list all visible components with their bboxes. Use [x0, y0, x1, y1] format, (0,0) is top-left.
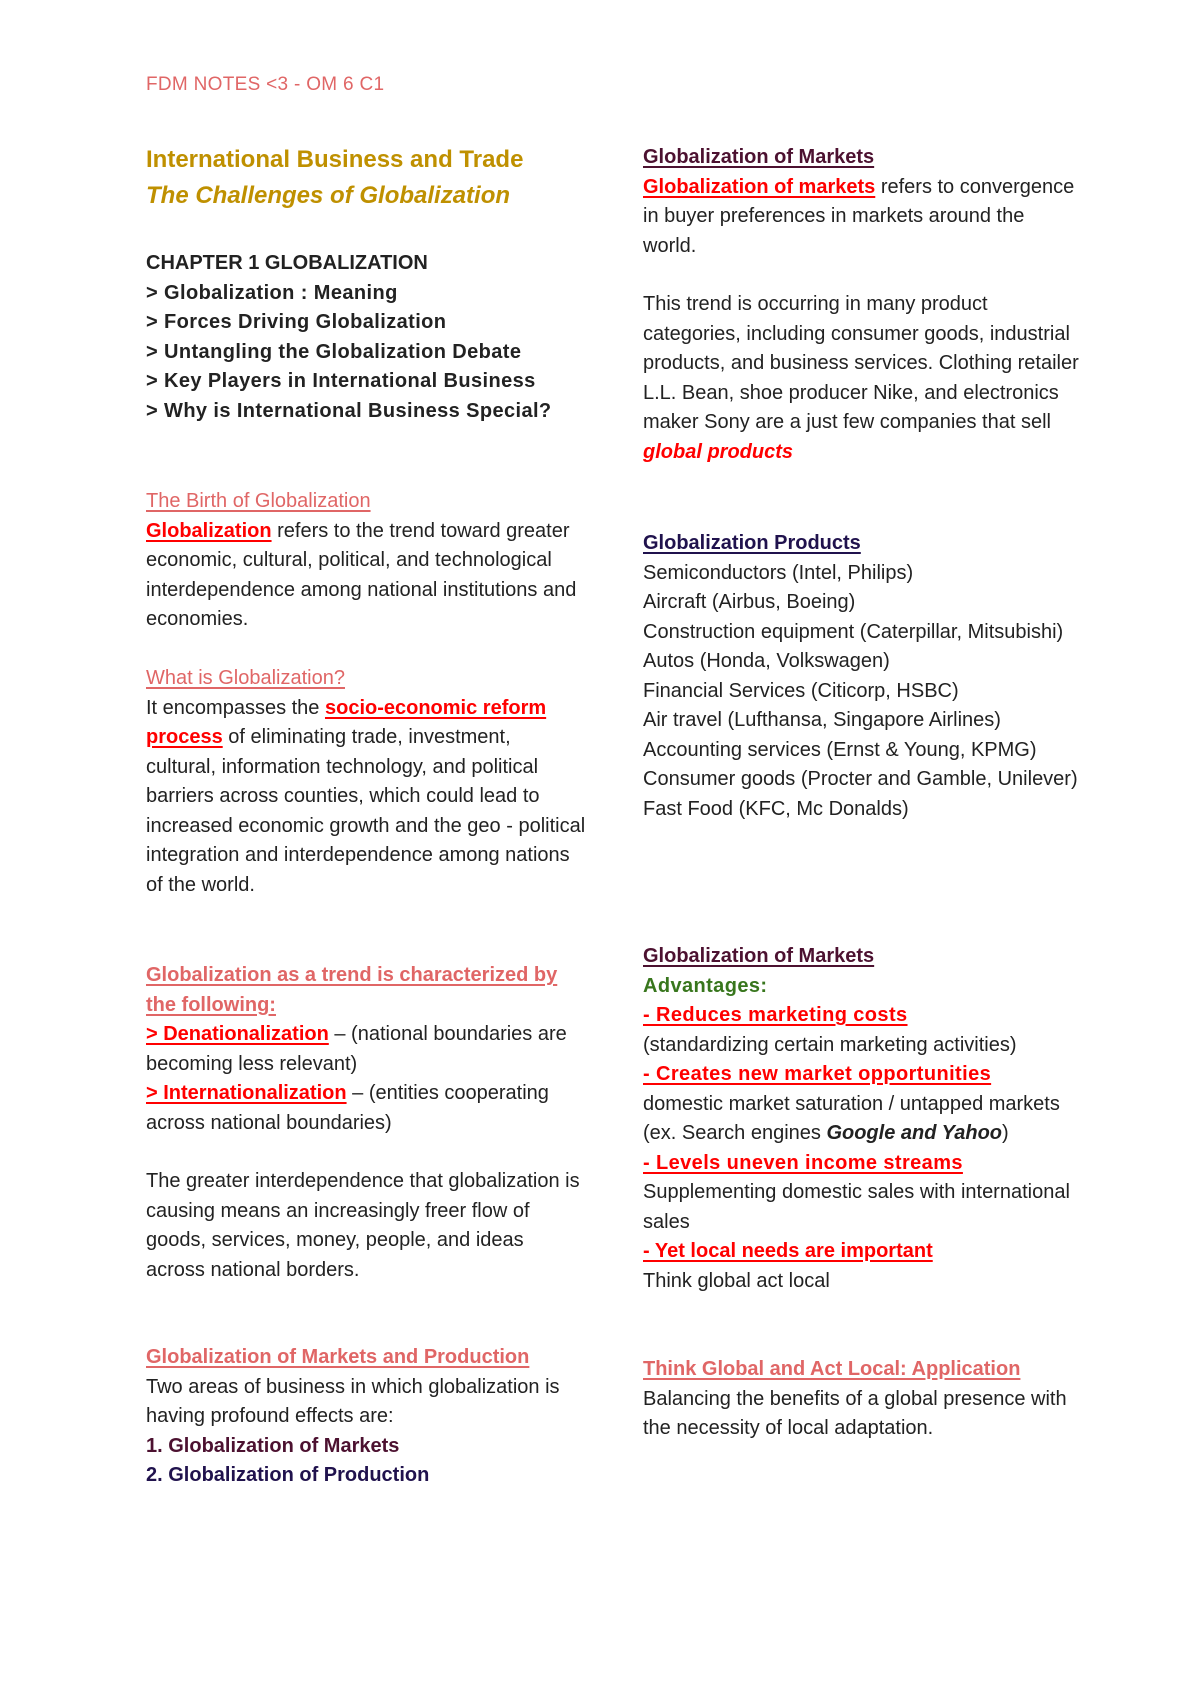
- brand-names: Google and Yahoo: [826, 1122, 1003, 1144]
- list-item: Fast Food (KFC, Mc Donalds): [643, 797, 909, 820]
- term: Globalization of markets: [643, 175, 876, 198]
- trend-section: [146, 961, 586, 1138]
- paragraph: Two areas of business in which globalization is having profound effects are:: [146, 1375, 560, 1427]
- list-item: 1. Globalization of Markets: [146, 1434, 400, 1457]
- advantages-label: Advantages:: [643, 974, 768, 997]
- interdependence-paragraph: The greater interdependence that globalization is causing means an increasingly freer flow of goods, services, money, people, and ideas across national borders.: [146, 1170, 580, 1281]
- title-block: [146, 142, 586, 214]
- term: socio-economic reform process: [146, 696, 547, 748]
- document-subtitle: The Challenges of Globalization: [146, 182, 511, 209]
- document-title: International Business and Trade: [146, 146, 524, 173]
- chapter-heading: CHAPTER 1 GLOBALIZATION: [146, 252, 428, 274]
- section-heading: What is Globalization?: [146, 667, 345, 689]
- section-heading: Globalization of Markets and Production: [146, 1346, 530, 1368]
- trend-paragraph: This trend is occurring in many product categories, including consumer goods, industrial products, and business services. Clothing retailer L.L. Bean, shoe producer Nike, and electronics maker Sony are a just few companies that sell global products: [643, 293, 1079, 463]
- list-item: Financial Services (Citicorp, HSBC): [643, 679, 959, 702]
- list-item: Autos (Honda, Volkswagen): [643, 650, 890, 672]
- outline-item: > Untangling the Globalization Debate: [146, 340, 522, 363]
- what-section: [146, 664, 586, 900]
- section-heading: Globalization as a trend is characterized by the following:: [146, 964, 558, 1016]
- advantage-term: - Reduces marketing costs: [643, 1004, 908, 1026]
- outline-item: > Why is International Business Special?: [146, 399, 552, 422]
- paragraph: Balancing the benefits of a global presence with the necessity of local adaptation.: [643, 1387, 1067, 1439]
- list-item: > Denationalization – (national boundaries are becoming less relevant): [146, 1023, 567, 1075]
- list-item: Aircraft (Airbus, Boeing): [643, 591, 856, 613]
- section-heading: Think Global and Act Local: Application: [643, 1358, 1021, 1380]
- paragraph: Globalization refers to the trend toward greater economic, cultural, political, and technological interdependence among national institutions and economies.: [146, 519, 577, 630]
- markets-production-section: [146, 1343, 586, 1491]
- paragraph: Globalization of markets refers to convergence in buyer preferences in markets around the world.: [643, 175, 1075, 257]
- gom-section: [643, 143, 1083, 261]
- advantages-section: [643, 942, 1083, 1296]
- products-section: [643, 529, 1083, 824]
- list-item: 2. Globalization of Production: [146, 1464, 430, 1486]
- term: > Denationalization: [146, 1023, 329, 1045]
- term: > Internationalization: [146, 1082, 347, 1104]
- application-section: [643, 1355, 1083, 1444]
- term: global products: [643, 440, 793, 463]
- list-item: Semiconductors (Intel, Philips): [643, 561, 914, 584]
- paragraph: It encompasses the socio-economic reform process of eliminating trade, investment, cultural, information technology, and political barriers across counties, which could lead to increased economic growth and the geo - political integration and interdependence among nations of the world.: [146, 696, 586, 896]
- advantage-term: - Yet local needs are important: [643, 1240, 933, 1262]
- section-heading: Globalization Products: [643, 532, 861, 554]
- term: Globalization: [146, 519, 272, 542]
- list-item: Air travel (Lufthansa, Singapore Airlines): [643, 709, 1001, 731]
- advantage-term: - Levels uneven income streams: [643, 1151, 963, 1174]
- advantage-text: Supplementing domestic sales with international sales: [643, 1181, 1070, 1233]
- outline-item: > Key Players in International Business: [146, 370, 536, 392]
- list-item: > Internationalization – (entities cooperating across national boundaries): [146, 1082, 549, 1134]
- advantage-text: Think global act local: [643, 1269, 830, 1292]
- section-heading: Globalization of Markets: [643, 945, 875, 967]
- list-item: Construction equipment (Caterpillar, Mitsubishi): [643, 620, 1064, 643]
- list-item: Consumer goods (Procter and Gamble, Unilever): [643, 768, 1078, 790]
- chapter-outline: [146, 249, 586, 426]
- outline-item: > Globalization : Meaning: [146, 281, 398, 304]
- section-heading: The Birth of Globalization: [146, 490, 371, 512]
- advantage-term: - Creates new market opportunities: [643, 1063, 992, 1085]
- birth-section: [146, 487, 586, 635]
- advantage-text: domestic market saturation / untapped markets (ex. Search engines Google and Yahoo): [643, 1092, 1060, 1144]
- list-item: Accounting services (Ernst & Young, KPMG): [643, 738, 1037, 761]
- section-heading: Globalization of Markets: [643, 146, 875, 168]
- outline-item: > Forces Driving Globalization: [146, 311, 447, 333]
- page-header: FDM NOTES <3 - OM 6 C1: [146, 74, 385, 95]
- advantage-text: (standardizing certain marketing activities): [643, 1033, 1017, 1056]
